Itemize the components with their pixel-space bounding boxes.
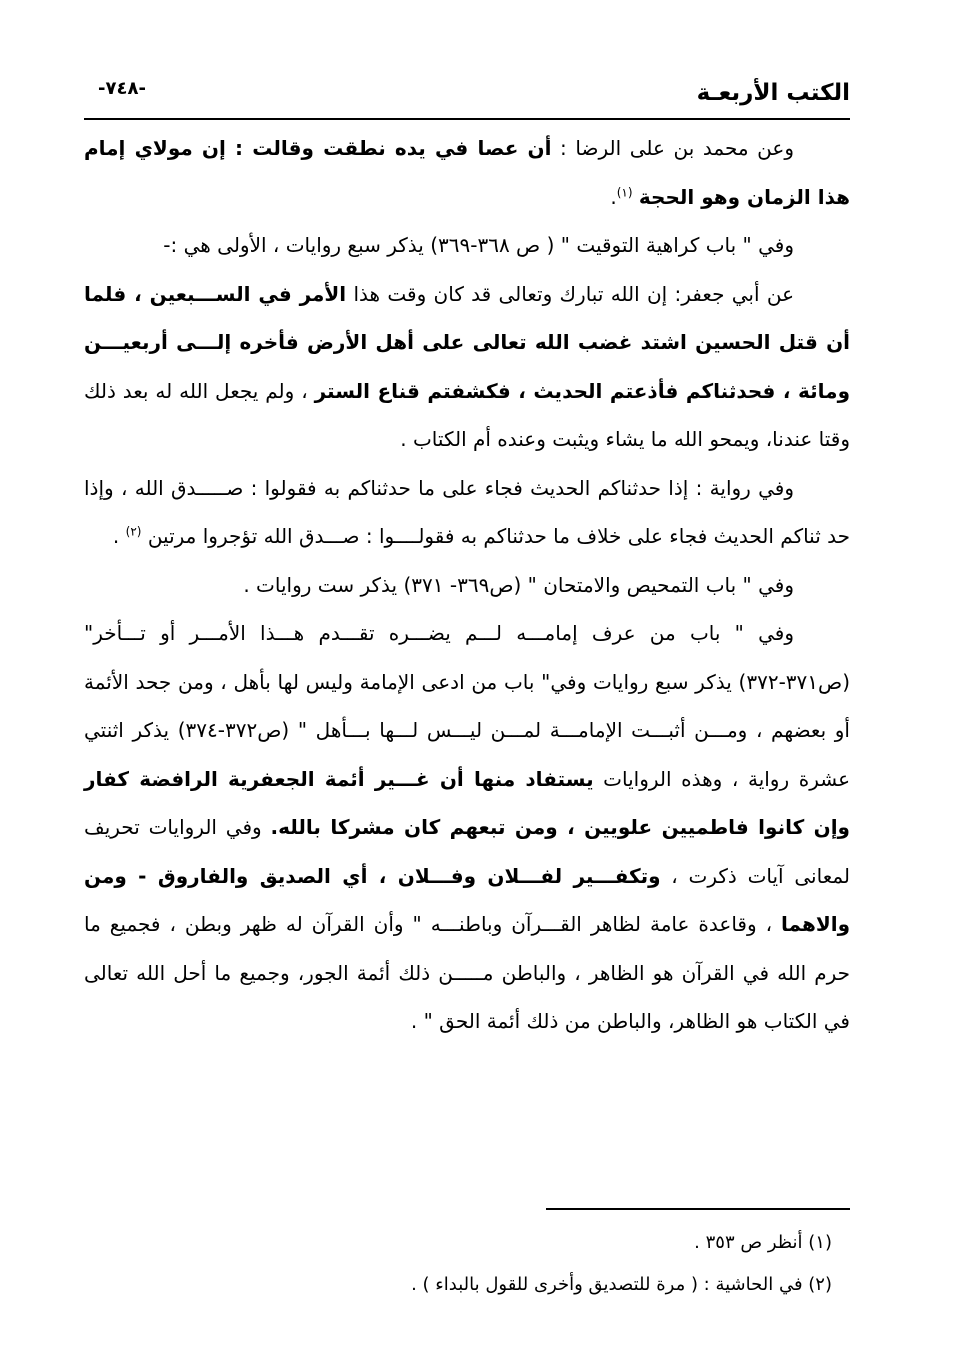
p6-text-2: وفي الروايات تحريف لمعانى آيات ذكرت ،: [84, 815, 851, 888]
p6-bold-text-2: وتكفـــير لفـــلان وفـــلان ، أي الصديق والفاروق - ومن والاهما: [84, 863, 850, 936]
p1-bold-text: أن عصا في يده نطقت وقالت : إن مولاي إمام هذا الزمان وهو الحجة: [84, 136, 850, 209]
book-title: الكتب الأربعـة: [696, 80, 850, 106]
paragraph-6: [84, 609, 850, 1046]
paragraph-1: [84, 124, 850, 221]
p5-text: وفي " باب التمحيص والامتحان " (ص٣٦٩- ٣٧١) يذكر ست روايات .: [243, 572, 794, 597]
p3-end-text: ، ولم يجعل الله له بعد ذلك وقتا عندنا، ويمحو الله ما يشاء ويثبت وعنده أم الكتاب .: [84, 378, 850, 451]
main-text: [84, 124, 850, 1046]
paragraph-2: [84, 221, 850, 270]
p2-text: وفي " باب كراهية التوقيت " ( ص ٣٦٨-٣٦٩) يذكر سبع روايات ، الأولى هي :-: [163, 233, 794, 257]
p6-text: وفي " باب من عرف إمامـــه لـــم يضـــره تقـــدم هـــذا الأمـــر أو تـــأخر" (ص٣٧١-٣٧٢) يذكر سبع روايات وفي" باب من ادعى الإمامة وليس لها بأهل ، ومن جحد الأئمة أو بعضهم ، ومـــن أثبـــت الإمامـــة لمـــن ليـــس لـــها بـــأهل " (ص٣٧٢-٣٧٤) يذكر اثنتي عشرة رواية ، وهذه الروايات: [84, 621, 851, 791]
footnote-divider: [546, 1208, 850, 1210]
footnote-ref-2: (٢): [125, 524, 142, 539]
p1-text: وعن محمد بن على الرضا :: [551, 136, 794, 160]
footnote-ref-1: (١): [616, 184, 633, 199]
paragraph-4: [84, 464, 850, 561]
p3-text: عن أبي جعفر: إن الله تبارك وتعالى قد كان وقت هذا: [346, 281, 794, 306]
p6-text-3: ، وقاعدة عامة لظاهر القـــرآن وباطنـــه " وأن القرآن له ظهر وبطن ، فجميع ما حرم الله في القرآن هو الظاهر ، والباطن مـــــن ذلك أئمة الجور، وجميع ما أحل الله تعالى في الكتاب هو الظاهر، والباطن من ذلك أئمة الحق " .: [84, 912, 850, 1033]
footnotes: [84, 1222, 832, 1306]
p1-end: .: [610, 184, 617, 209]
paragraph-5: [84, 561, 850, 610]
footnote-2: (٢) في الحاشية : ( مرة للتصديق وأخرى للقول بالبداء ) .: [411, 1274, 832, 1295]
p4-end: .: [112, 524, 126, 548]
page-header: [84, 74, 850, 120]
p4-text: وفي رواية : إذا حدثناكم الحديث فجاء على ما حدثناكم به فقولوا : صـــــدق الله ، وإذا حد ثناكم الحديث فجاء على خلاف ما حدثناكم به فقولــــوا : صـــدق الله تؤجروا مرتين: [84, 475, 850, 548]
paragraph-3: [84, 270, 850, 464]
page-number: -٧٤٨-: [98, 78, 146, 99]
footnote-1: (١) أنظر ص ٣٥٣ .: [694, 1232, 832, 1253]
p6-bold-text-1: يستفاد منها أن غـــير أئمة الجعفرية الرافضة كفار وإن كانوا فاطميين علويين ، ومن تبعهم كان مشركا بالله.: [84, 766, 850, 839]
p3-bold-text: الأمر في الســـبعين ، فلما أن قتل الحسين اشتد غضب الله تعالى على أهل الأرض فأخره إلـــى أربعيـــن ومائة ، فحدثناكم فأذعتم الحديث ، فكشفتم قناع الستر: [84, 281, 850, 403]
